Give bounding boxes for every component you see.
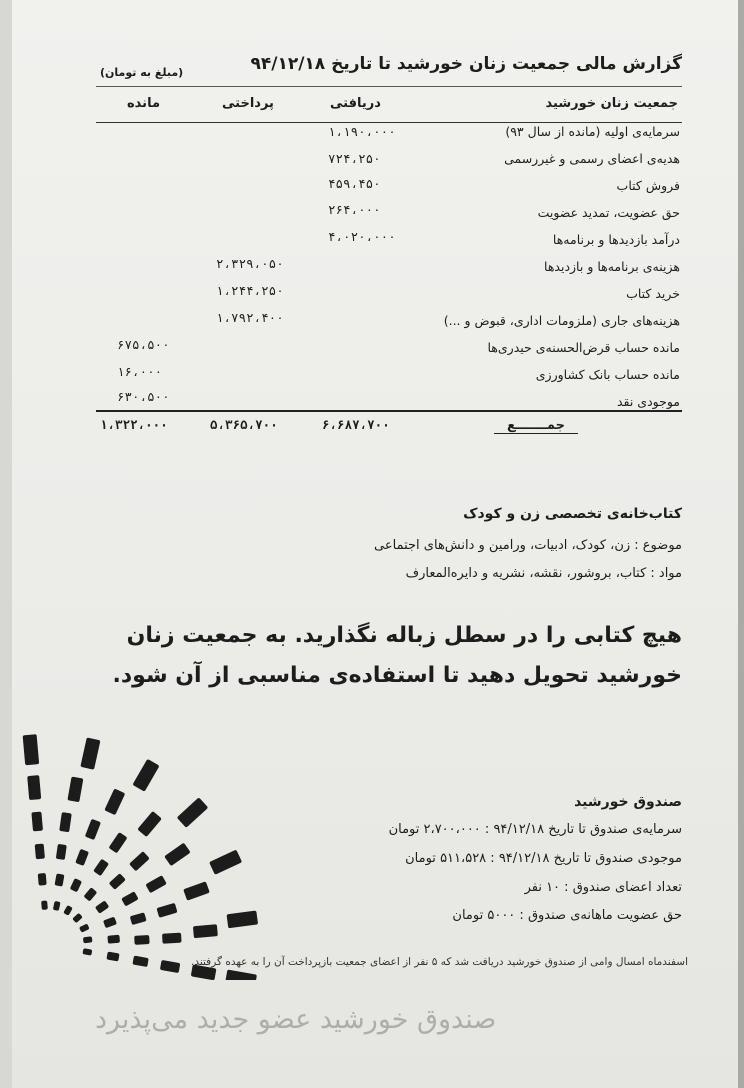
row-label: فروش کتاب [616,178,680,193]
total-paid: ۵،۳۶۵،۷۰۰ [210,417,278,432]
column-header-paid: پرداختی [222,96,274,111]
sun-ray-mark [93,859,109,876]
sun-ray-mark [38,873,47,886]
row-label: مانده حساب بانک کشاورزی [535,367,680,382]
sun-ray-mark [35,844,45,860]
sun-ray-mark [177,797,209,828]
sun-ray-mark [109,873,126,890]
sun-ray-mark [63,905,73,916]
sun-ray-mark [132,956,148,967]
sun-ray-mark [209,850,242,875]
sun-ray-mark [85,819,101,840]
row-label: سرمایه‌ی اولیه (مانده از سال ۹۳) [505,124,680,139]
sun-ray-mark [67,777,83,803]
sun-ray-mark [183,881,210,900]
book-donation-slogan: هیچ کتابی را در سطل زباله نگذارید. به جمعیت زنان خورشید تحویل دهید تا استفاده‌ی مناسبی از آن شود. [112,623,682,688]
total-divider [96,410,682,412]
sun-ray-mark [41,900,48,909]
sun-ray-mark [109,832,128,853]
sun-ray-mark [137,811,162,837]
fund-loan-note: اسفندماه امسال وامی از صندوق خورشید دریافت شد که ۵ نفر از اعضای جمعیت بازپرداخت آن را به عهده گرفتند. [190,956,688,968]
balance-value: ۱۶،۰۰۰ [117,364,163,379]
column-header-description: جمعیت زنان خورشید [545,96,678,111]
sun-ray-mark [104,788,125,815]
watermark-text: صندوق خورشید عضو جدید می‌پذیرد [95,1004,497,1035]
header-divider [96,122,682,123]
sun-ray-mark [27,775,41,800]
sun-ray-mark [129,851,150,871]
title-divider [96,86,682,87]
balance-value: ۶۷۵،۵۰۰ [117,337,170,352]
row-label: درآمد بازدیدها و برنامه‌ها [552,232,680,247]
row-label: مانده حساب قرض‌الحسنه‌ی حیدری‌ها [487,340,680,355]
sun-ray-mark [83,887,97,901]
received-value: ۷۲۴،۲۵۰ [328,151,381,166]
sun-ray-mark [160,960,180,973]
column-header-balance: مانده [127,96,160,111]
library-title: کتاب‌خانه‌ی تخصصی زن و کودک [463,506,682,522]
sun-ray-mark [59,812,72,832]
sun-ray-mark [156,903,177,918]
sun-ray-mark [31,812,43,832]
row-label: هزینه‌ی برنامه‌ها و بازدیدها [544,259,680,274]
paid-value: ۱،۲۴۴،۲۵۰ [216,283,284,298]
total-received: ۶،۶۸۷،۷۰۰ [322,417,390,432]
balance-value: ۶۳۰،۵۰۰ [117,389,170,404]
sun-ray-mark [225,970,257,980]
sun-ray-mark [106,952,119,962]
sun-ray-mark [83,936,93,943]
fund-title: صندوق خورشید [574,794,682,810]
received-value: ۴،۰۲۰،۰۰۰ [328,229,396,244]
library-materials: مواد : کتاب، بروشور، نقشه، نشریه و دایره‌المعارف [405,566,682,581]
received-value: ۱،۱۹۰،۰۰۰ [328,124,396,139]
sun-ray-mark [82,948,92,955]
row-label: هزینه‌های جاری (ملزومات اداری، قبوض و ...) [443,313,680,328]
fund-balance: موجودی صندوق تا تاریخ ۹۴/۱۲/۱۸ : ۵۱۱،۵۲۸ تومان [405,851,682,866]
fund-capital: سرمایه‌ی صندوق تا تاریخ ۹۴/۱۲/۱۸ : ۲،۷۰۰،۰۰۰ تومان [388,822,682,837]
sun-ray-mark [107,935,120,944]
sun-ray-mark [70,878,82,892]
sun-ray-mark [23,734,40,765]
page-edge-right [738,0,744,1088]
currency-unit-note: (مبلغ به تومان) [100,66,184,79]
sun-ray-mark [134,935,149,945]
row-label: حق عضویت، تمدید عضویت [537,205,680,220]
received-value: ۲۶۴،۰۰۰ [328,202,381,217]
row-label: هدیه‌ی اعضای رسمی و غیررسمی [504,151,680,166]
fund-monthly-fee: حق عضویت ماهانه‌ی صندوق : ۵۰۰۰ تومان [452,908,682,923]
sun-ray-mark [79,923,90,932]
paid-value: ۱،۷۹۲،۴۰۰ [216,310,284,325]
sun-ray-mark [95,900,109,913]
sun-ray-mark [130,912,147,925]
sun-ray-mark [53,901,61,911]
sun-ray-mark [227,911,259,929]
column-header-received: دریافتی [330,96,381,111]
total-label: جمـــــــع [494,418,578,434]
sun-ray-mark [55,873,65,886]
sun-ray-mark [145,875,166,893]
library-subject: موضوع : زن، کودک، ادبیات، ورامین و دانش‌های اجتماعی [374,538,682,553]
paid-value: ۲،۳۲۹،۰۵۰ [216,256,284,271]
sun-ray-mark [162,933,182,944]
row-label: خرید کتاب [626,286,680,301]
report-title: گزارش مالی جمعیت زنان خورشید تا تاریخ ۹۴/۱۲/۱۸ [250,54,682,74]
sun-ray-mark [80,737,100,769]
sun-ray-mark [103,917,117,929]
sun-rays-logo [8,730,300,980]
sun-ray-mark [75,849,89,866]
sun-ray-mark [164,843,191,867]
row-label: موجودی نقد [616,394,680,409]
fund-member-count: تعداد اعضای صندوق : ۱۰ نفر [524,880,682,895]
received-value: ۴۵۹،۴۵۰ [328,176,381,191]
total-balance: ۱،۳۲۲،۰۰۰ [100,417,168,432]
sun-ray-mark [193,924,218,938]
sun-ray-mark [56,844,67,860]
sun-ray-mark [132,759,159,792]
sun-ray-mark [72,913,83,924]
sun-ray-mark [121,891,138,906]
